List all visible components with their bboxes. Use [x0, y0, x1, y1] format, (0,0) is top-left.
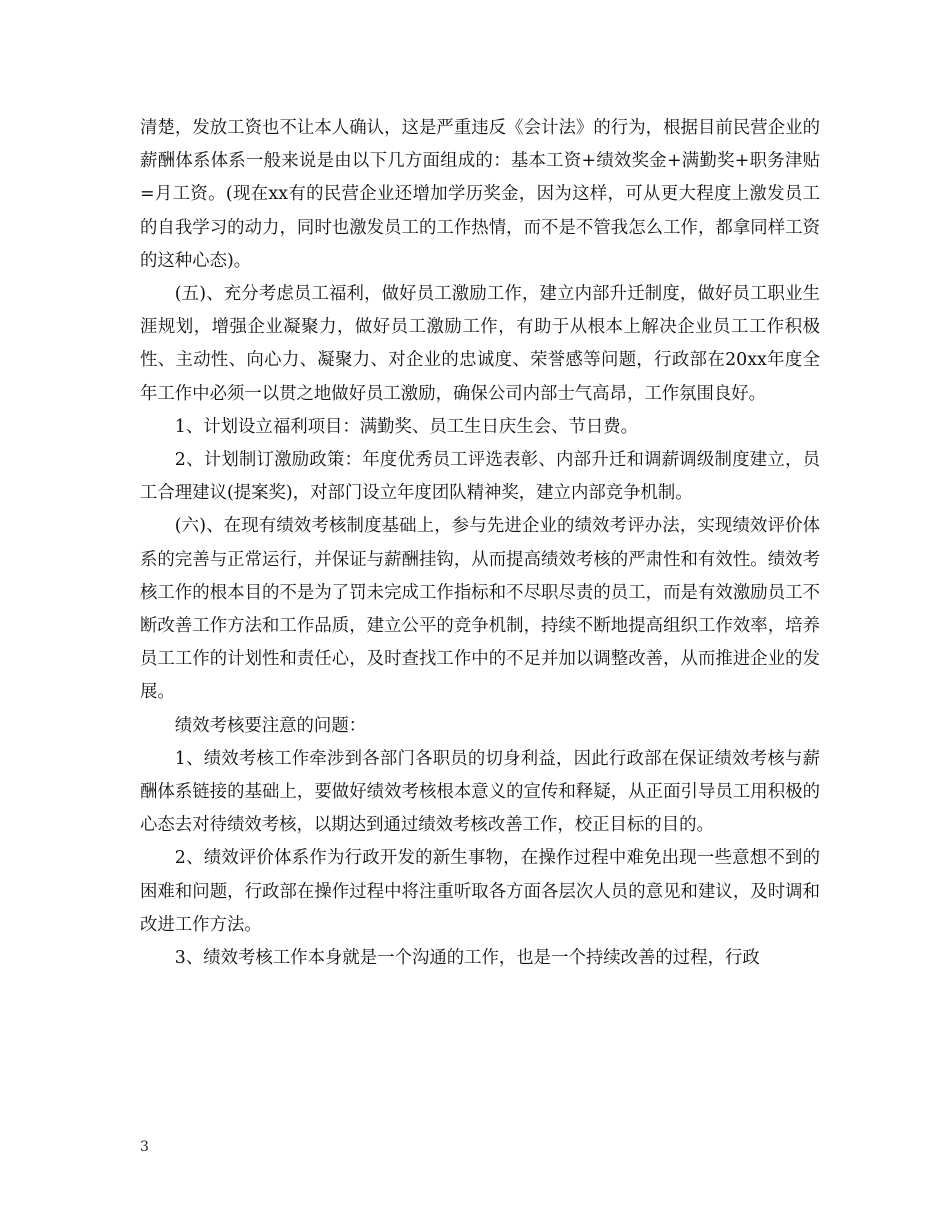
paragraph: (六)、在现有绩效考核制度基础上，参与先进企业的绩效考评办法，实现绩效评价体系的完善与正常运行，并保证与薪酬挂钩，从而提高绩效考核的严肃性和有效性。绩效考核工作的根本目的不是为了罚未完成工作指标和不尽职尽责的员工，而是有效激励员工不断改善工作方法和工作品质，建立公平的竞争机制，持续不断地提高组织工作效率，培养员工工作的计划性和责任心，及时查找工作中的不足并加以调整改善，从而推进企业的发展。: [140, 516, 820, 703]
paragraph: 1、绩效考核工作牵涉到各部门各职员的切身利益，因此行政部在保证绩效考核与薪酬体系链接的基础上，要做好绩效考核根本意义的宣传和释疑，从正面引导员工用积极的心态去对待绩效考核，以期达到通过绩效考核改善工作，校正目标的目的。: [140, 748, 820, 836]
paragraph: 绩效考核要注意的问题：: [174, 715, 367, 736]
document-body: [140, 112, 820, 975]
paragraph: 2、计划制订激励政策：年度优秀员工评选表彰、内部升迁和调薪调级制度建立，员工合理建议(提案奖)，对部门设立年度团队精神奖，建立内部竞争机制。: [140, 450, 820, 504]
paragraph: 1、计划设立福利项目：满勤奖、员工生日庆生会、节日费。: [174, 416, 639, 437]
paragraph: 2、绩效评价体系作为行政开发的新生事物，在操作过程中难免出现一些意想不到的困难和问题，行政部在操作过程中将注重听取各方面各层次人员的意见和建议，及时调和改进工作方法。: [140, 848, 820, 935]
paragraph: 清楚，发放工资也不让本人确认，这是严重违反《会计法》的行为，根据目前民营企业的薪酬体系体系一般来说是由以下几方面组成的：基本工资+绩效奖金+满勤奖+职务津贴=月工资。(现在xx有的民营企业还增加学历奖金，因为这样，可从更大程度上激发员工的自我学习的动力，同时也激发员工的工作热情，而不是不管我怎么工作，都拿同样工资的这种心态)。: [140, 118, 820, 271]
paragraph: (五)、充分考虑员工福利，做好员工激励工作，建立内部升迁制度，做好员工职业生涯规划，增强企业凝聚力，做好员工激励工作，有助于从根本上解决企业员工工作积极性、主动性、向心力、凝聚力、对企业的忠诚度、荣誉感等问题，行政部在20xx年度全年工作中必须一以贯之地做好员工激励，确保公司内部士气高昂，工作氛围良好。: [140, 284, 820, 404]
paragraph: 3、绩效考核工作本身就是一个沟通的工作，也是一个持续改善的过程，行政: [174, 948, 760, 969]
page-number: 3: [140, 1139, 149, 1155]
